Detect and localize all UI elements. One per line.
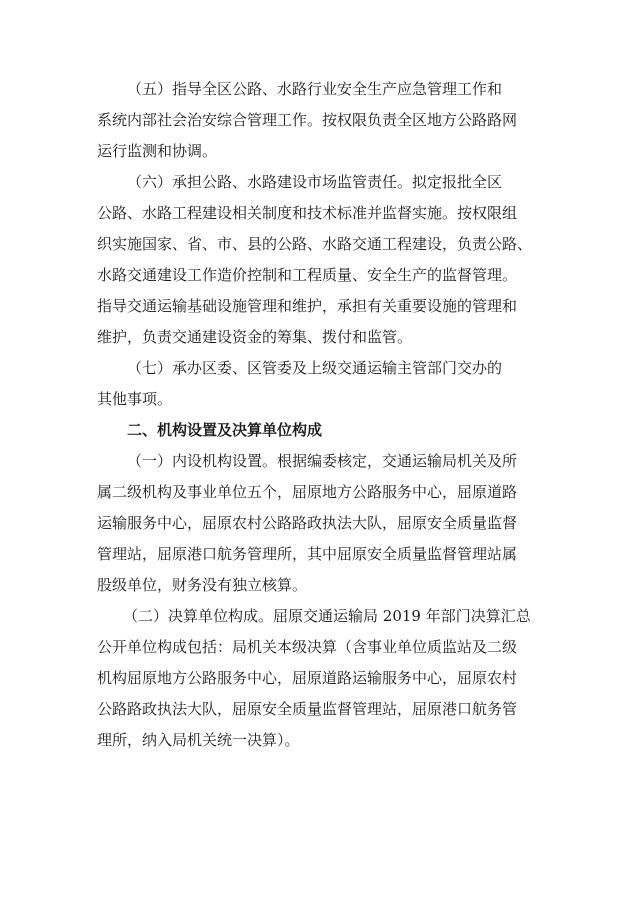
- text-line: 指导交通运输基础设施管理和维护，承担有关重要设施的管理和: [97, 297, 518, 315]
- section-heading: 二、机构设置及决算单位构成: [127, 421, 323, 439]
- paragraph-budget-units: [97, 601, 541, 756]
- text-line: 系统内部社会治安综合管理工作。按权限负责全区地方公路路网: [97, 111, 518, 129]
- text-line: （二）决算单位构成。屈原交通运输局 2019 年部门决算汇总: [123, 607, 531, 625]
- text-line: 理所，纳入局机关统一决算）。: [97, 731, 300, 749]
- text-line: 织实施国家、省、市、县的公路、水路交通工程建设，负责公路、: [97, 235, 533, 253]
- document-page: [97, 74, 541, 756]
- paragraph-duty-7: [97, 353, 541, 415]
- text-line: 公路、水路工程建设相关制度和技术标准并监督实施。按权限组: [97, 204, 518, 222]
- text-line: 水路交通建设工作造价控制和工程质量、安全生产的监督管理。: [97, 266, 518, 284]
- text-line: （七）承办区委、区管委及上级交通运输主管部门交办的: [127, 359, 503, 377]
- text-line: 管理站，屈原港口航务管理所，其中屈原安全质量监督管理站属: [97, 545, 518, 563]
- text-line: （五）指导全区公路、水路行业安全生产应急管理工作和: [127, 80, 503, 98]
- text-line: 属二级机构及事业单位五个，屈原地方公路服务中心，屈原道路: [97, 483, 518, 501]
- text-line: 运行监测和协调。: [97, 142, 218, 160]
- paragraph-internal-structure: [97, 446, 541, 601]
- paragraph-duty-6: [97, 167, 541, 353]
- text-line: 运输服务中心，屈原农村公路路政执法大队，屈原安全质量监督: [97, 514, 518, 532]
- text-line: 其他事项。: [97, 390, 173, 408]
- text-line: 公路路政执法大队，屈原安全质量监督管理站，屈原港口航务管: [97, 700, 518, 718]
- paragraph-duty-5: [97, 74, 541, 167]
- text-line: 公开单位构成包括：局机关本级决算（含事业单位质监站及二级: [97, 638, 518, 656]
- text-line: （六）承担公路、水路建设市场监管责任。拟定报批全区: [127, 173, 503, 191]
- text-line: 机构屈原地方公路服务中心，屈原道路运输服务中心，屈原农村: [97, 669, 518, 687]
- text-line: 维护，负责交通建设资金的筹集、拨付和监管。: [97, 328, 413, 346]
- text-line: （一）内设机构设置。根据编委核定，交通运输局机关及所: [127, 452, 518, 470]
- text-line: 股级单位，财务没有独立核算。: [97, 576, 308, 594]
